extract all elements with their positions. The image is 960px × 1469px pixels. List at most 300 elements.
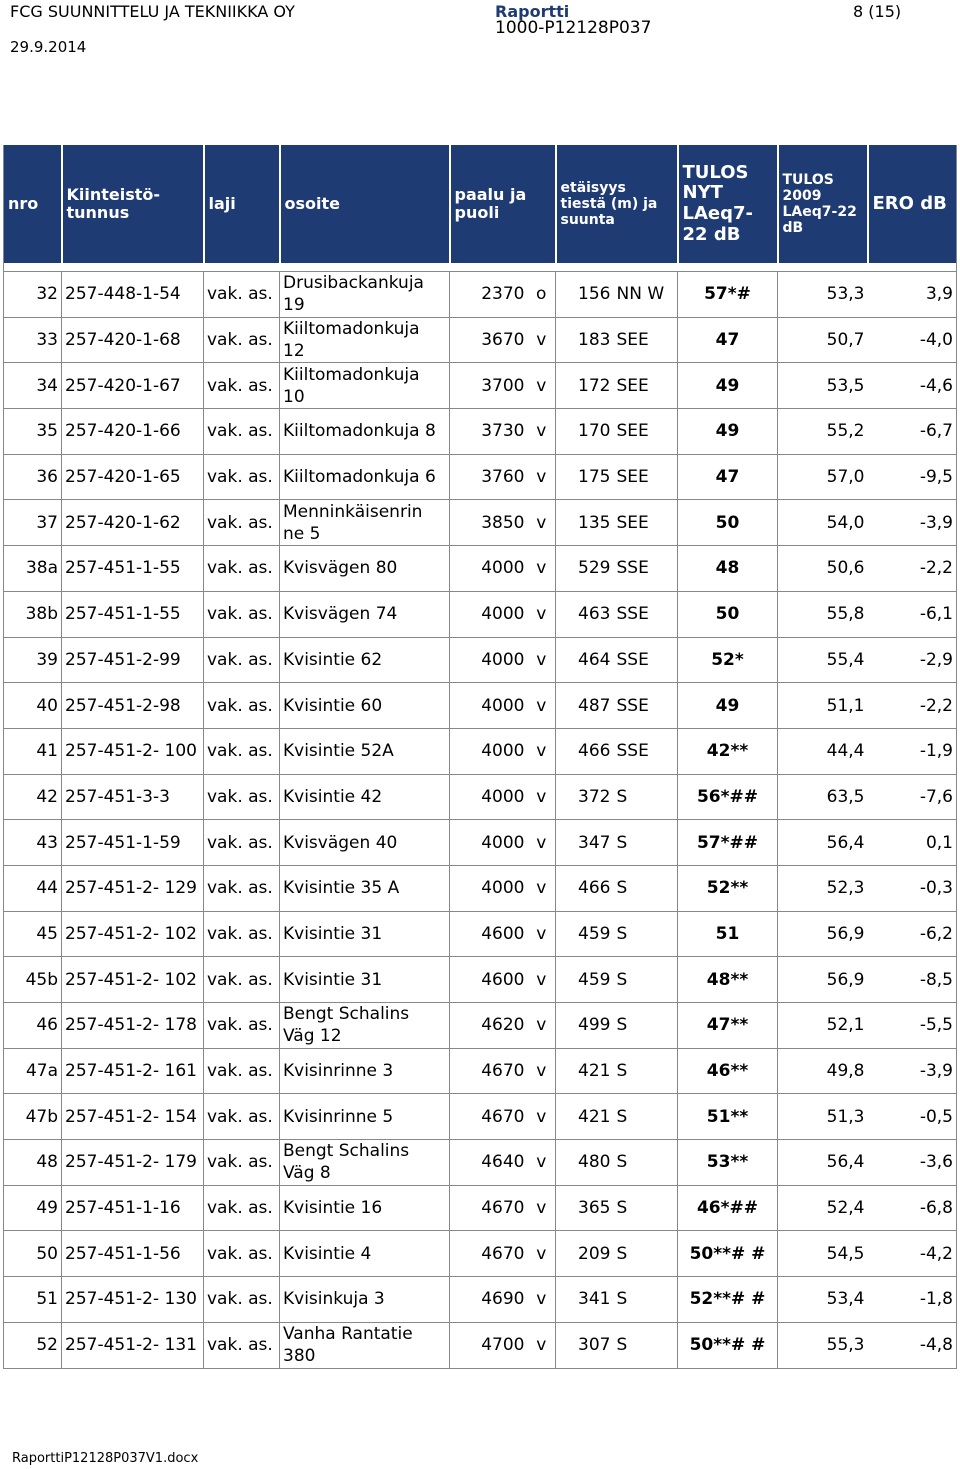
cell-direction: SSE: [614, 591, 678, 637]
cell-address: Kvisvägen 40: [280, 820, 450, 866]
cell-address: Kvisinrinne 5: [280, 1094, 450, 1140]
cell-side: v: [528, 1140, 556, 1186]
table-row: [4, 728, 957, 774]
cell-property-id: 257-451-3-3: [62, 774, 204, 820]
cell-direction: S: [614, 957, 678, 1003]
cell-result-2009: 52,4: [778, 1185, 868, 1231]
cell-result-now: 46*##: [678, 1185, 778, 1231]
cell-nro: 39: [4, 637, 62, 683]
cell-side: v: [528, 774, 556, 820]
cell-type: vak. as.: [204, 409, 280, 455]
cell-distance: 480: [556, 1140, 614, 1186]
col-difference: ERO dB: [868, 145, 957, 263]
page-header: [0, 0, 960, 60]
cell-side: v: [528, 911, 556, 957]
cell-nro: 38a: [4, 546, 62, 592]
cell-chainage: 4000: [450, 728, 528, 774]
cell-result-2009: 53,3: [778, 272, 868, 318]
cell-difference: 3,9: [868, 272, 957, 318]
cell-address: Kvisvägen 74: [280, 591, 450, 637]
cell-chainage: 3730: [450, 409, 528, 455]
col-type: laji: [204, 145, 280, 263]
table-row: [4, 820, 957, 866]
cell-difference: -2,2: [868, 683, 957, 729]
cell-property-id: 257-420-1-65: [62, 454, 204, 500]
cell-side: v: [528, 1185, 556, 1231]
cell-difference: -0,3: [868, 865, 957, 911]
cell-result-2009: 50,6: [778, 546, 868, 592]
cell-side: o: [528, 272, 556, 318]
cell-direction: SEE: [614, 363, 678, 409]
cell-side: v: [528, 1322, 556, 1368]
cell-chainage: 4000: [450, 637, 528, 683]
cell-type: vak. as.: [204, 637, 280, 683]
cell-type: vak. as.: [204, 1094, 280, 1140]
cell-result-now: 47: [678, 454, 778, 500]
cell-chainage: 4000: [450, 820, 528, 866]
cell-direction: SEE: [614, 409, 678, 455]
cell-address: Kiiltomadonkuja 6: [280, 454, 450, 500]
cell-distance: 172: [556, 363, 614, 409]
col-distance-direction: etäisyys tiestä (m) ja suunta: [556, 145, 678, 263]
cell-nro: 47b: [4, 1094, 62, 1140]
cell-direction: S: [614, 1322, 678, 1368]
cell-address: Kvisintie 31: [280, 957, 450, 1003]
cell-property-id: 257-451-1-59: [62, 820, 204, 866]
cell-property-id: 257-451-2-98: [62, 683, 204, 729]
cell-property-id: 257-420-1-62: [62, 500, 204, 546]
cell-nro: 41: [4, 728, 62, 774]
table-row: [4, 1322, 957, 1368]
cell-result-now: 51**: [678, 1094, 778, 1140]
cell-difference: -6,8: [868, 1185, 957, 1231]
cell-distance: 156: [556, 272, 614, 318]
cell-difference: -0,5: [868, 1094, 957, 1140]
cell-type: vak. as.: [204, 1140, 280, 1186]
cell-property-id: 257-451-2- 154: [62, 1094, 204, 1140]
table-row: [4, 272, 957, 318]
cell-side: v: [528, 1094, 556, 1140]
cell-address: Kvisintie 52A: [280, 728, 450, 774]
cell-direction: S: [614, 1140, 678, 1186]
cell-property-id: 257-451-2- 179: [62, 1140, 204, 1186]
table-row: [4, 1231, 957, 1277]
cell-side: v: [528, 363, 556, 409]
cell-type: vak. as.: [204, 683, 280, 729]
cell-result-2009: 54,0: [778, 500, 868, 546]
cell-nro: 50: [4, 1231, 62, 1277]
cell-side: v: [528, 317, 556, 363]
cell-type: vak. as.: [204, 272, 280, 318]
cell-address: Menninkäisenrin ne 5: [280, 500, 450, 546]
cell-side: v: [528, 1277, 556, 1323]
cell-difference: -2,2: [868, 546, 957, 592]
cell-property-id: 257-451-2- 129: [62, 865, 204, 911]
cell-direction: SEE: [614, 500, 678, 546]
cell-side: v: [528, 865, 556, 911]
cell-distance: 464: [556, 637, 614, 683]
cell-difference: -5,5: [868, 1003, 957, 1049]
cell-chainage: 4000: [450, 546, 528, 592]
cell-chainage: 4600: [450, 957, 528, 1003]
col-result-now: TULOS NYT LAeq7-22 dB: [678, 145, 778, 263]
cell-nro: 40: [4, 683, 62, 729]
cell-result-2009: 52,1: [778, 1003, 868, 1049]
cell-nro: 45b: [4, 957, 62, 1003]
cell-nro: 37: [4, 500, 62, 546]
col-address: osoite: [280, 145, 450, 263]
cell-direction: S: [614, 865, 678, 911]
cell-result-now: 49: [678, 683, 778, 729]
cell-difference: -1,8: [868, 1277, 957, 1323]
cell-address: Kvisintie 31: [280, 911, 450, 957]
cell-direction: S: [614, 1094, 678, 1140]
cell-result-now: 53**: [678, 1140, 778, 1186]
cell-property-id: 257-451-2- 178: [62, 1003, 204, 1049]
cell-distance: 209: [556, 1231, 614, 1277]
cell-chainage: 4670: [450, 1094, 528, 1140]
cell-result-2009: 50,7: [778, 317, 868, 363]
cell-type: vak. as.: [204, 1185, 280, 1231]
cell-chainage: 4000: [450, 591, 528, 637]
table-row: [4, 957, 957, 1003]
cell-address: Kvisinrinne 3: [280, 1048, 450, 1094]
cell-result-2009: 44,4: [778, 728, 868, 774]
cell-distance: 307: [556, 1322, 614, 1368]
cell-result-2009: 56,9: [778, 911, 868, 957]
cell-nro: 43: [4, 820, 62, 866]
table-row: [4, 409, 957, 455]
cell-result-2009: 53,5: [778, 363, 868, 409]
cell-result-now: 52**: [678, 865, 778, 911]
cell-direction: SEE: [614, 317, 678, 363]
cell-result-now: 52**# #: [678, 1277, 778, 1323]
cell-difference: -3,9: [868, 500, 957, 546]
cell-chainage: 2370: [450, 272, 528, 318]
cell-direction: SSE: [614, 683, 678, 729]
report-title: Raportti: [495, 2, 570, 21]
cell-nro: 34: [4, 363, 62, 409]
cell-address: Kvisinkuja 3: [280, 1277, 450, 1323]
cell-result-now: 57*##: [678, 820, 778, 866]
cell-result-now: 56*##: [678, 774, 778, 820]
cell-property-id: 257-451-2- 161: [62, 1048, 204, 1094]
cell-distance: 459: [556, 957, 614, 1003]
cell-difference: -9,5: [868, 454, 957, 500]
cell-address: Kvisintie 42: [280, 774, 450, 820]
cell-chainage: 4670: [450, 1185, 528, 1231]
cell-address: Kvisintie 4: [280, 1231, 450, 1277]
cell-address: Kiiltomadonkuja 12: [280, 317, 450, 363]
cell-address: Bengt Schalins Väg 8: [280, 1140, 450, 1186]
cell-type: vak. as.: [204, 317, 280, 363]
cell-result-2009: 53,4: [778, 1277, 868, 1323]
cell-difference: -2,9: [868, 637, 957, 683]
cell-side: v: [528, 728, 556, 774]
cell-nro: 38b: [4, 591, 62, 637]
cell-result-now: 46**: [678, 1048, 778, 1094]
cell-type: vak. as.: [204, 546, 280, 592]
cell-address: Vanha Rantatie 380: [280, 1322, 450, 1368]
cell-type: vak. as.: [204, 363, 280, 409]
cell-property-id: 257-451-1-16: [62, 1185, 204, 1231]
cell-distance: 463: [556, 591, 614, 637]
cell-difference: -6,7: [868, 409, 957, 455]
cell-type: vak. as.: [204, 1277, 280, 1323]
cell-direction: NN W: [614, 272, 678, 318]
table-row: [4, 865, 957, 911]
table-row: [4, 683, 957, 729]
noise-results-table: [3, 145, 957, 1369]
cell-result-2009: 55,2: [778, 409, 868, 455]
cell-result-now: 51: [678, 911, 778, 957]
cell-nro: 35: [4, 409, 62, 455]
table-row: [4, 363, 957, 409]
table-row: [4, 1094, 957, 1140]
cell-result-now: 50: [678, 500, 778, 546]
cell-direction: S: [614, 1185, 678, 1231]
cell-result-2009: 52,3: [778, 865, 868, 911]
cell-result-now: 57*#: [678, 272, 778, 318]
cell-result-now: 48**: [678, 957, 778, 1003]
cell-property-id: 257-448-1-54: [62, 272, 204, 318]
cell-direction: S: [614, 774, 678, 820]
table-row: [4, 1185, 957, 1231]
cell-property-id: 257-420-1-67: [62, 363, 204, 409]
cell-chainage: 4000: [450, 683, 528, 729]
cell-difference: -4,2: [868, 1231, 957, 1277]
table-row: [4, 546, 957, 592]
cell-side: v: [528, 637, 556, 683]
cell-distance: 466: [556, 865, 614, 911]
report-reference: 1000-P12128P037: [495, 18, 652, 38]
cell-type: vak. as.: [204, 1322, 280, 1368]
cell-nro: 52: [4, 1322, 62, 1368]
cell-distance: 487: [556, 683, 614, 729]
cell-direction: S: [614, 820, 678, 866]
table-row: [4, 1003, 957, 1049]
cell-type: vak. as.: [204, 728, 280, 774]
cell-chainage: 4600: [450, 911, 528, 957]
cell-chainage: 4620: [450, 1003, 528, 1049]
cell-result-2009: 55,8: [778, 591, 868, 637]
cell-distance: 459: [556, 911, 614, 957]
cell-nro: 33: [4, 317, 62, 363]
cell-distance: 135: [556, 500, 614, 546]
table-row: [4, 1277, 957, 1323]
cell-address: Kiiltomadonkuja 8: [280, 409, 450, 455]
cell-difference: -7,6: [868, 774, 957, 820]
table-row: [4, 637, 957, 683]
cell-property-id: 257-451-1-56: [62, 1231, 204, 1277]
cell-result-now: 47**: [678, 1003, 778, 1049]
cell-direction: SEE: [614, 454, 678, 500]
cell-difference: -8,5: [868, 957, 957, 1003]
col-property-id: Kiinteistö- tunnus: [62, 145, 204, 263]
col-chainage-side: paalu ja puoli: [450, 145, 556, 263]
table-row: [4, 500, 957, 546]
cell-distance: 341: [556, 1277, 614, 1323]
cell-direction: SSE: [614, 637, 678, 683]
cell-result-now: 47: [678, 317, 778, 363]
cell-property-id: 257-420-1-68: [62, 317, 204, 363]
cell-property-id: 257-451-2- 130: [62, 1277, 204, 1323]
table-row: [4, 591, 957, 637]
report-date: 29.9.2014: [10, 38, 87, 56]
col-result-2009: TULOS 2009 LAeq7-22 dB: [778, 145, 868, 263]
cell-difference: 0,1: [868, 820, 957, 866]
cell-address: Kvisintie 16: [280, 1185, 450, 1231]
cell-chainage: 4640: [450, 1140, 528, 1186]
cell-result-2009: 63,5: [778, 774, 868, 820]
cell-chainage: 3850: [450, 500, 528, 546]
cell-type: vak. as.: [204, 1231, 280, 1277]
cell-direction: S: [614, 1003, 678, 1049]
cell-difference: -1,9: [868, 728, 957, 774]
cell-chainage: 4700: [450, 1322, 528, 1368]
cell-type: vak. as.: [204, 820, 280, 866]
cell-nro: 46: [4, 1003, 62, 1049]
cell-difference: -6,1: [868, 591, 957, 637]
cell-distance: 183: [556, 317, 614, 363]
cell-address: Kvisvägen 80: [280, 546, 450, 592]
cell-side: v: [528, 1048, 556, 1094]
cell-property-id: 257-451-2- 131: [62, 1322, 204, 1368]
table-row: [4, 774, 957, 820]
cell-nro: 42: [4, 774, 62, 820]
cell-nro: 47a: [4, 1048, 62, 1094]
table-row: [4, 317, 957, 363]
cell-nro: 49: [4, 1185, 62, 1231]
company-name: FCG SUUNNITTELU JA TEKNIIKKA OY: [10, 2, 295, 21]
cell-nro: 32: [4, 272, 62, 318]
cell-distance: 421: [556, 1094, 614, 1140]
cell-distance: 372: [556, 774, 614, 820]
cell-result-2009: 54,5: [778, 1231, 868, 1277]
cell-direction: S: [614, 1231, 678, 1277]
cell-property-id: 257-451-2-99: [62, 637, 204, 683]
cell-property-id: 257-451-1-55: [62, 591, 204, 637]
cell-result-2009: 56,9: [778, 957, 868, 1003]
page-number: 8 (15): [853, 2, 902, 21]
cell-chainage: 3760: [450, 454, 528, 500]
cell-difference: -4,0: [868, 317, 957, 363]
cell-distance: 347: [556, 820, 614, 866]
cell-result-2009: 51,1: [778, 683, 868, 729]
cell-distance: 175: [556, 454, 614, 500]
table-row: [4, 1140, 957, 1186]
cell-distance: 529: [556, 546, 614, 592]
cell-result-2009: 55,4: [778, 637, 868, 683]
cell-type: vak. as.: [204, 774, 280, 820]
cell-chainage: 3700: [450, 363, 528, 409]
cell-address: Kiiltomadonkuja 10: [280, 363, 450, 409]
cell-chainage: 4000: [450, 774, 528, 820]
cell-direction: SSE: [614, 728, 678, 774]
cell-address: Kvisintie 62: [280, 637, 450, 683]
cell-type: vak. as.: [204, 500, 280, 546]
cell-side: v: [528, 957, 556, 1003]
cell-address: Kvisintie 60: [280, 683, 450, 729]
cell-side: v: [528, 1003, 556, 1049]
cell-distance: 365: [556, 1185, 614, 1231]
cell-difference: -3,6: [868, 1140, 957, 1186]
cell-difference: -3,9: [868, 1048, 957, 1094]
cell-type: vak. as.: [204, 957, 280, 1003]
cell-address: Drusibackankuja 19: [280, 272, 450, 318]
cell-direction: S: [614, 1048, 678, 1094]
cell-result-2009: 51,3: [778, 1094, 868, 1140]
cell-result-now: 49: [678, 409, 778, 455]
cell-result-2009: 55,3: [778, 1322, 868, 1368]
cell-direction: SSE: [614, 546, 678, 592]
cell-distance: 499: [556, 1003, 614, 1049]
cell-distance: 466: [556, 728, 614, 774]
cell-address: Kvisintie 35 A: [280, 865, 450, 911]
cell-side: v: [528, 683, 556, 729]
cell-type: vak. as.: [204, 454, 280, 500]
cell-address: Bengt Schalins Väg 12: [280, 1003, 450, 1049]
cell-result-now: 50: [678, 591, 778, 637]
cell-nro: 44: [4, 865, 62, 911]
cell-type: vak. as.: [204, 1048, 280, 1094]
cell-distance: 170: [556, 409, 614, 455]
cell-type: vak. as.: [204, 1003, 280, 1049]
cell-result-now: 42**: [678, 728, 778, 774]
cell-chainage: 4670: [450, 1048, 528, 1094]
table-row: [4, 454, 957, 500]
cell-side: v: [528, 820, 556, 866]
cell-result-2009: 57,0: [778, 454, 868, 500]
cell-result-now: 50**# #: [678, 1322, 778, 1368]
cell-chainage: 4690: [450, 1277, 528, 1323]
cell-property-id: 257-451-2- 102: [62, 957, 204, 1003]
col-nro: nro: [4, 145, 62, 263]
cell-result-now: 50**# #: [678, 1231, 778, 1277]
cell-type: vak. as.: [204, 865, 280, 911]
cell-side: v: [528, 546, 556, 592]
table-header-row: [4, 145, 957, 263]
cell-result-now: 48: [678, 546, 778, 592]
cell-property-id: 257-451-1-55: [62, 546, 204, 592]
cell-difference: -4,6: [868, 363, 957, 409]
cell-direction: S: [614, 1277, 678, 1323]
cell-difference: -6,2: [868, 911, 957, 957]
cell-property-id: 257-451-2- 102: [62, 911, 204, 957]
table-row: [4, 911, 957, 957]
cell-side: v: [528, 591, 556, 637]
cell-result-2009: 49,8: [778, 1048, 868, 1094]
cell-nro: 45: [4, 911, 62, 957]
cell-property-id: 257-420-1-66: [62, 409, 204, 455]
cell-nro: 48: [4, 1140, 62, 1186]
cell-chainage: 3670: [450, 317, 528, 363]
cell-result-2009: 56,4: [778, 820, 868, 866]
cell-side: v: [528, 409, 556, 455]
cell-difference: -4,8: [868, 1322, 957, 1368]
cell-nro: 36: [4, 454, 62, 500]
cell-side: v: [528, 500, 556, 546]
cell-side: v: [528, 454, 556, 500]
cell-chainage: 4000: [450, 865, 528, 911]
cell-property-id: 257-451-2- 100: [62, 728, 204, 774]
cell-distance: 421: [556, 1048, 614, 1094]
cell-result-now: 52*: [678, 637, 778, 683]
table-row: [4, 1048, 957, 1094]
cell-direction: S: [614, 911, 678, 957]
cell-result-2009: 56,4: [778, 1140, 868, 1186]
document-filename: RaporttiP12128P037V1.docx: [12, 1451, 199, 1466]
